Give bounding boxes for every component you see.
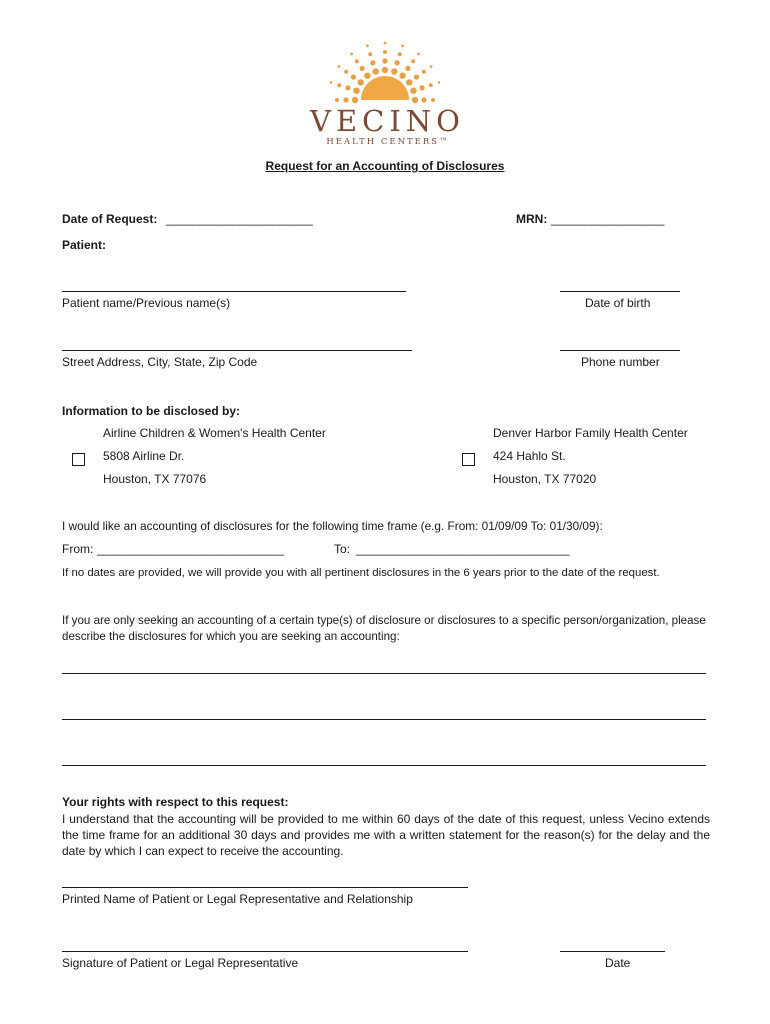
date-of-birth-field[interactable]	[560, 291, 680, 292]
signature-field[interactable]	[62, 951, 468, 952]
printed-name-field[interactable]	[62, 887, 468, 888]
airline-center-city: Houston, TX 77076	[103, 472, 207, 486]
description-line-3[interactable]	[62, 765, 706, 766]
mrn-field[interactable]: _________________	[551, 212, 665, 226]
denver-harbor-center-name: Denver Harbor Family Health Center	[493, 426, 688, 440]
denver-harbor-center-street: 424 Hahlo St.	[493, 449, 566, 463]
street-address-field[interactable]	[62, 350, 412, 351]
mrn-label: MRN:	[516, 212, 548, 226]
vecino-logo-sunburst-icon	[330, 36, 440, 106]
patient-name-field[interactable]	[62, 291, 406, 292]
from-label: From:	[62, 542, 94, 556]
description-line-1[interactable]	[62, 673, 706, 674]
rights-heading: Your rights with respect to this request:	[62, 795, 289, 809]
rights-text: I understand that the accounting will be provided to me within 60 days of the date of this request, unless Vecino extends the time frame for an additional 30 days and provides me with a written statement for the reason(s) for the delay and the date by which I can expect to receive the accounting.	[62, 812, 710, 858]
denver-harbor-center-city: Houston, TX 77020	[493, 472, 597, 486]
description-line-2[interactable]	[62, 719, 706, 720]
logo-subtitle: HEALTH CENTERS™	[326, 137, 450, 147]
date-of-request-label: Date of Request:	[62, 212, 158, 226]
street-address-caption: Street Address, City, State, Zip Code	[62, 355, 258, 369]
airline-center-checkbox[interactable]	[72, 453, 85, 466]
timeframe-note: If no dates are provided, we will provide you with all pertinent disclosures in the 6 years prior to the date of the request.	[62, 567, 660, 579]
phone-number-caption: Phone number	[581, 355, 660, 369]
signature-caption: Signature of Patient or Legal Representative	[62, 956, 299, 970]
logo-name: VECINO	[310, 104, 465, 138]
signature-date-caption: Date	[605, 956, 631, 970]
form-title: Request for an Accounting of Disclosures	[265, 159, 505, 173]
denver-harbor-center-checkbox[interactable]	[462, 453, 475, 466]
date-of-birth-caption: Date of birth	[585, 296, 651, 310]
to-label: To:	[334, 542, 351, 556]
timeframe-intro: I would like an accounting of disclosures for the following time frame (e.g. From: 01/09/09 To: 01/30/09):	[62, 519, 603, 533]
date-of-request-field[interactable]: ______________________	[166, 212, 313, 226]
disclosed-by-heading: Information to be disclosed by:	[62, 404, 241, 418]
specific-disclosures-text: If you are only seeking an accounting of a certain type(s) of disclosure or disclosures to a specific person/organization, please describe the disclosures for which you are seeking an accounting:	[62, 614, 706, 643]
airline-center-name: Airline Children & Women's Health Center	[103, 426, 326, 440]
from-date-field[interactable]: ____________________________	[97, 542, 284, 556]
patient-name-caption: Patient name/Previous name(s)	[62, 296, 231, 310]
to-date-field[interactable]: ________________________________	[356, 542, 570, 556]
phone-number-field[interactable]	[560, 350, 680, 351]
patient-label: Patient:	[62, 238, 107, 252]
printed-name-caption: Printed Name of Patient or Legal Representative and Relationship	[62, 892, 413, 906]
signature-date-field[interactable]	[560, 951, 665, 952]
airline-center-street: 5808 Airline Dr.	[103, 449, 185, 463]
